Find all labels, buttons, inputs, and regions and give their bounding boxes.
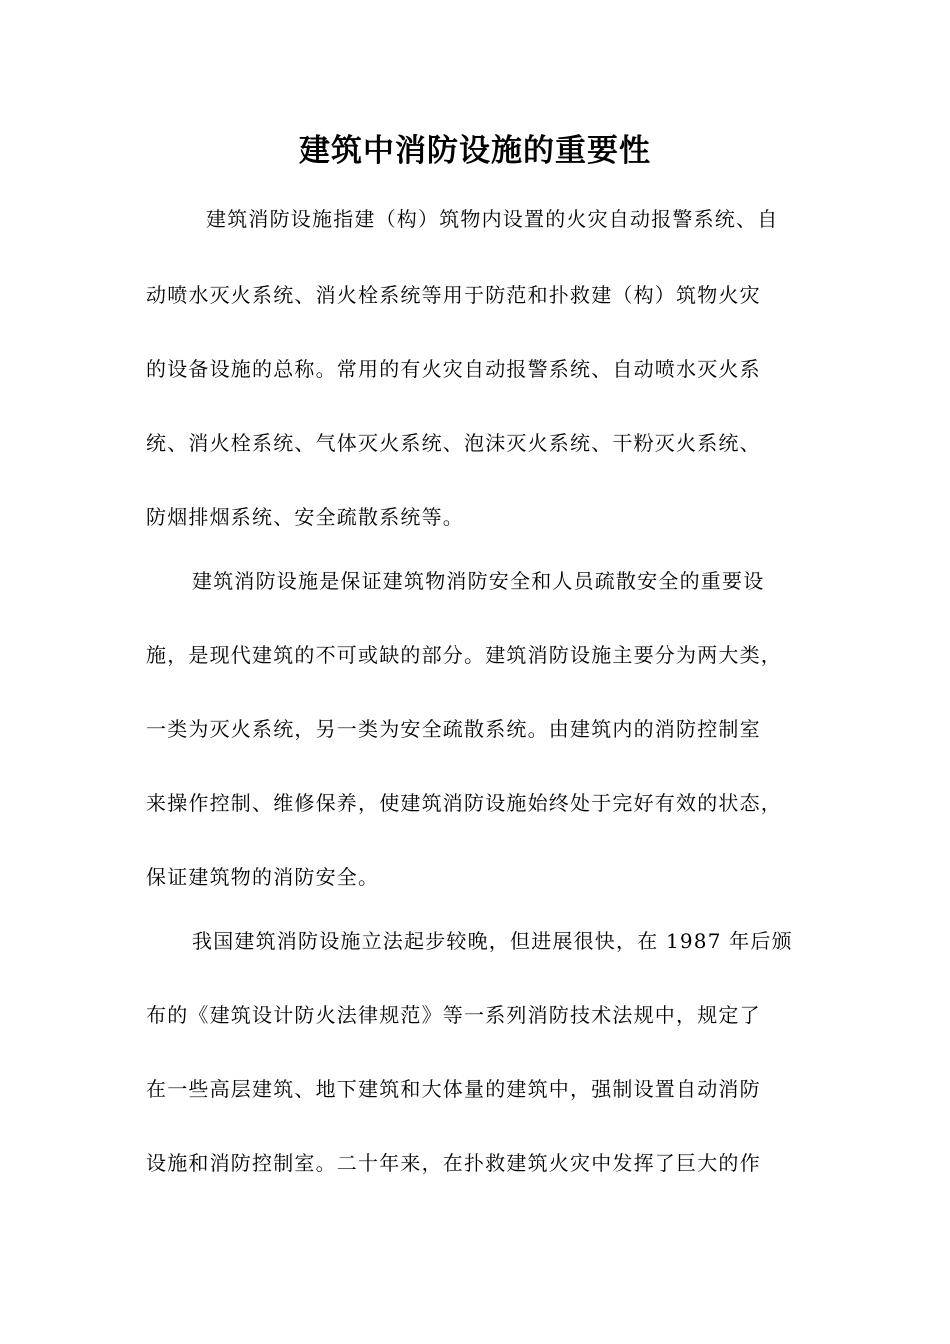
paragraph-1-line-4: 统、消火栓系统、气体灭火系统、泡沫灭火系统、干粉灭火系统、: [146, 431, 761, 455]
document-title: 建筑中消防设施的重要性: [299, 133, 651, 169]
paragraph-1-line-5: 防烟排烟系统、安全疏散系统等。: [146, 505, 464, 529]
paragraph-2-line-2: 施，是现代建筑的不可或缺的部分。建筑消防设施主要分为两大类，: [146, 643, 782, 667]
paragraph-1-line-2: 动喷水灭火系统、消火栓系统等用于防范和扑救建（构）筑物火灾: [146, 283, 761, 307]
paragraph-2-line-1: 建筑消防设施是保证建筑物消防安全和人员疏散安全的重要设: [192, 569, 765, 593]
paragraph-3-line-2: 布的《建筑设计防火法律规范》等一系列消防技术法规中，规定了: [146, 1003, 761, 1027]
paragraph-3-line-3: 在一些高层建筑、地下建筑和大体量的建筑中，强制设置自动消防: [146, 1077, 761, 1101]
paragraph-2-line-4: 来操作控制、维修保养，使建筑消防设施始终处于完好有效的状态，: [146, 791, 782, 815]
paragraph-1-line-1: 建筑消防设施指建（构）筑物内设置的火灾自动报警系统、自: [206, 207, 779, 231]
paragraph-1-line-3: 的设备设施的总称。常用的有火灾自动报警系统、自动喷水灭火系: [146, 357, 761, 381]
paragraph-3-line-1: 我国建筑消防设施立法起步较晚，但进展很快，在 1987 年后颁: [192, 929, 793, 953]
paragraph-2-line-3: 一类为灭火系统，另一类为安全疏散系统。由建筑内的消防控制室: [146, 717, 761, 741]
paragraph-2-line-5: 保证建筑物的消防安全。: [146, 865, 380, 889]
paragraph-3-line-4: 设施和消防控制室。二十年来，在扑救建筑火灾中发挥了巨大的作: [146, 1151, 761, 1175]
